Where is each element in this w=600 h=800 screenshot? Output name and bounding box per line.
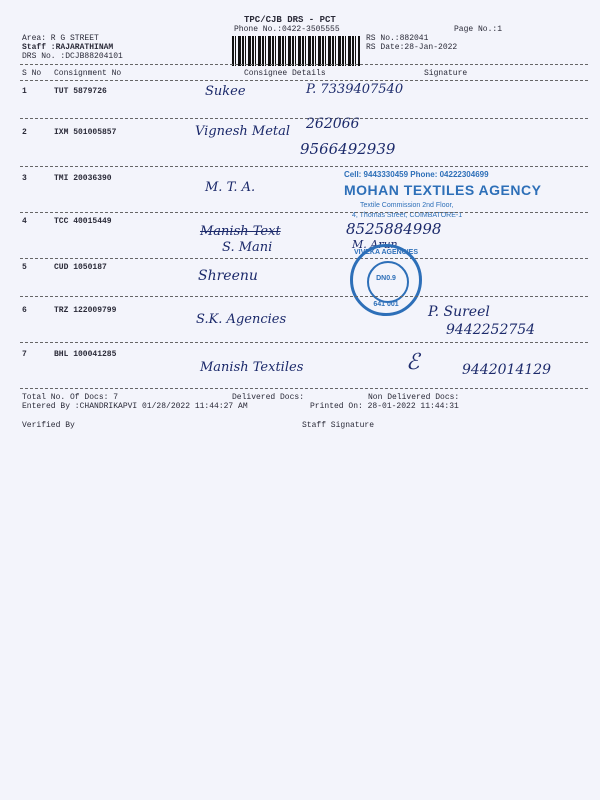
handwritten-consignee: S.K. Agencies [196,312,287,327]
document-title: TPC/CJB DRS - PCT [244,15,336,25]
handwritten-consignee: M. T. A. [205,180,256,195]
col-consignment: Consignment No [54,69,122,78]
row-sno: 6 [22,306,27,315]
phone-number: Phone No.:0422-3505555 [234,25,340,34]
rs-date: RS Date:28-Jan-2022 [366,43,458,52]
stamp-mohan-address: Textile Commission 2nd Floor, [360,202,454,209]
row-divider [20,212,588,213]
seal-ring-text: VIVEKA AGENCIES [353,249,419,256]
row-consignment: BHL 100041285 [54,350,117,359]
row-consignment: CUD 1050187 [54,263,107,272]
row-consignment: TUT 5879726 [54,87,107,96]
row-consignment: TRZ 122009799 [54,306,117,315]
handwritten-consignee: Shreenu [198,268,258,284]
col-consignee: Consignee Details [244,69,326,78]
row-sno: 7 [22,350,27,359]
entered-by: Entered By :CHANDRIKAPVI 01/28/2022 11:44:27 AM [22,402,248,411]
row-divider [20,296,588,297]
row-sno: 1 [22,87,27,96]
verified-by: Verified By [22,421,75,430]
staff-signature: Staff Signature [302,421,375,430]
delivered-docs: Delivered Docs: [232,393,305,402]
staff-label: Staff :RAJARATHINAM [22,43,114,52]
handwritten-consignee: Vignesh Metal [195,124,291,139]
handwritten-phone: 8525884998 [346,220,442,238]
header-rule-bottom [20,80,588,81]
seal-bottom-text: 641 001 [373,301,399,308]
col-sno: S No [22,69,42,78]
header-rule-top [20,64,588,65]
row-divider [20,258,588,259]
page-number: Page No.:1 [454,25,503,34]
handwritten-consignee: Sukee [205,84,246,99]
stamp-mohan-phone: Cell: 9443330459 Phone: 04222304699 [344,170,489,179]
seal-center-text: DN0.9 [376,275,396,282]
handwritten-phone: 9442252754 [446,322,536,338]
handwritten-receiver: S. Mani [222,240,273,255]
row-divider [20,388,588,389]
row-sno: 5 [22,263,27,272]
row-divider [20,118,588,119]
row-sno: 4 [22,217,27,226]
handwritten-signature: P. Sureel [428,304,490,320]
row-divider [20,342,588,343]
handwritten-consignee-struck: Manish Text [200,224,281,239]
non-delivered-docs: Non Delivered Docs: [368,393,460,402]
row-sno: 3 [22,174,27,183]
handwritten-phone: 9442014129 [462,362,552,378]
col-signature: Signature [424,69,468,78]
row-consignment: IXM 501005857 [54,128,117,137]
handwritten-signature: M. Arun [352,238,398,251]
drs-number: DRS No. :DCJB88204101 [22,52,123,61]
handwritten-phone: 9566492939 [300,140,396,158]
stamp-mohan-name: MOHAN TEXTILES AGENCY [344,182,542,198]
row-consignment: TMI 20036390 [54,174,112,183]
rs-number: RS No.:882041 [366,34,429,43]
row-consignment: TCC 40015449 [54,217,112,226]
row-divider [20,166,588,167]
viveka-agencies-seal [350,244,422,316]
row-sno: 2 [22,128,27,137]
printed-on: Printed On: 28-01-2022 11:44:31 [310,402,459,411]
handwritten-signature: P. 7339407540 [306,82,404,97]
stamp-mohan-street: 4, Thomas Street, COIMBATORE-1 [352,212,463,219]
total-docs: Total No. Of Docs: 7 [22,393,119,402]
area-label: Area: R G STREET [22,34,99,43]
signature-scribble-icon: ℰ [406,350,420,375]
handwritten-consignee: Manish Textiles [200,360,304,375]
barcode [232,36,360,66]
handwritten-signature: 262066 [306,116,360,132]
